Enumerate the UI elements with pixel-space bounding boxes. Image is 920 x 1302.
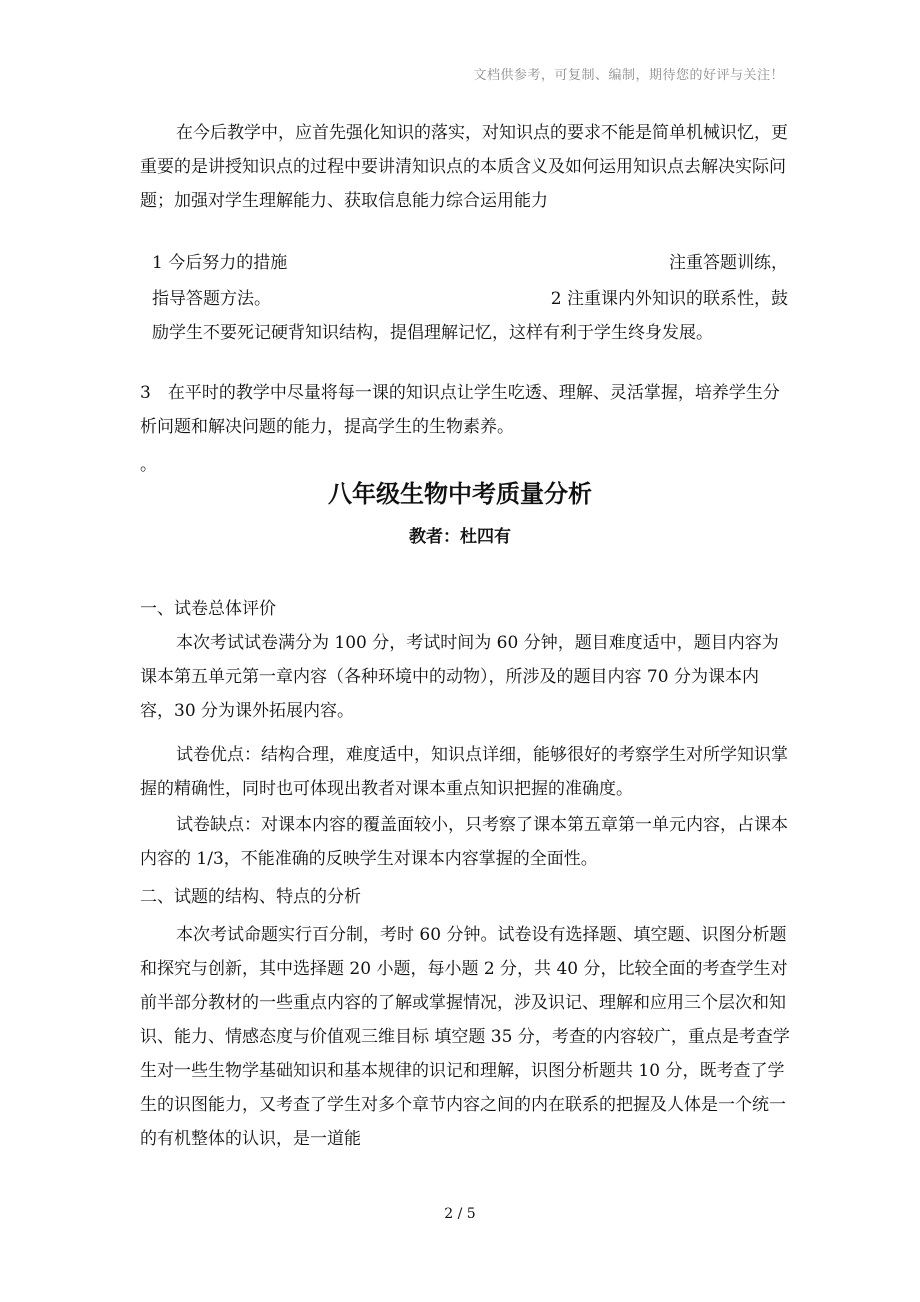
header-note: 文档供参考，可复制、编制，期待您的好评与关注！ bbox=[473, 68, 784, 83]
measure-1-continued: 指导答题方法。 bbox=[152, 289, 271, 309]
page-number: 2 / 5 bbox=[444, 1206, 476, 1222]
measures-line-1 bbox=[152, 246, 788, 280]
page-title: 八年级生物中考质量分析 bbox=[328, 480, 592, 508]
author-line: 教者：杜四有 bbox=[409, 527, 511, 547]
section-1-paragraph-3: 试卷缺点：对课本内容的覆盖面较小，只考察了课本第五章第一单元内容，占课本内容的 1/3，不能准确的反映学生对课本内容掌握的全面性。 bbox=[140, 815, 788, 869]
measures-heading: 1 今后努力的措施 bbox=[152, 253, 288, 273]
measures-line-2 bbox=[152, 282, 788, 316]
section-1-paragraph-1: 本次考试试卷满分为 100 分，考试时间为 60 分钟，题目难度适中，题目内容为课本第五单元第一章内容（各种环境中的动物），所涉及的题目内容 70 分为课本内容，30 分为课外拓展内容。 bbox=[140, 633, 779, 721]
measure-1-text: 注重答题训练， bbox=[669, 253, 788, 273]
intro-paragraph: 在今后教学中，应首先强化知识的落实，对知识点的要求不能是简单机械识忆，更重要的是讲授知识点的过程中要讲清知识点的本质含义及如何运用知识点去解决实际问题；加强对学生理解能力、获取信息能力综合运用能力 bbox=[140, 123, 788, 211]
measure-2-continued: 励学生不要死记硬背知识结构，提倡理解记忆，这样有利于学生终身发展。 bbox=[152, 323, 713, 343]
measure-2-text: 2 注重课内外知识的联系性，鼓 bbox=[550, 289, 788, 309]
section-2-paragraph-1: 本次考试命题实行百分制，考时 60 分钟。试卷设有选择题、填空题、识图分析题和探究与创新，其中选择题 20 小题，每小题 2 分，共 40 分，比较全面的考查学生对前半部分教材的一些重点内容的了解或掌握情况，涉及识记、理解和应用三个层次和知识、能力、情感态度与价值观三维目标 填空题 35 分，考查的内容较广，重点是考查学生对一些生物学基础知识和基本规律的识记和理解，识图分析题共 10 分，既考查了学生的识图能力，又考查了学生对多个章节内容之间的内在联系的把握及人体是一个统一的有机整体的认识，是一道能 bbox=[140, 925, 790, 1149]
section-1-heading: 一、试卷总体评价 bbox=[140, 599, 276, 619]
stray-period: 。 bbox=[140, 455, 157, 475]
section-1-paragraph-2: 试卷优点：结构合理，难度适中，知识点详细，能够很好的考察学生对所学知识掌握的精确性，同时也可体现出教者对课本重点知识把握的准确度。 bbox=[140, 745, 788, 799]
section-2-heading: 二、试题的结构、特点的分析 bbox=[140, 887, 361, 907]
measures-line-3 bbox=[152, 316, 788, 350]
measure-3-paragraph: 3 在平时的教学中尽量将每一课的知识点让学生吃透、理解、灵活掌握，培养学生分析问题和解决问题的能力，提高学生的生物素养。 bbox=[140, 383, 780, 437]
